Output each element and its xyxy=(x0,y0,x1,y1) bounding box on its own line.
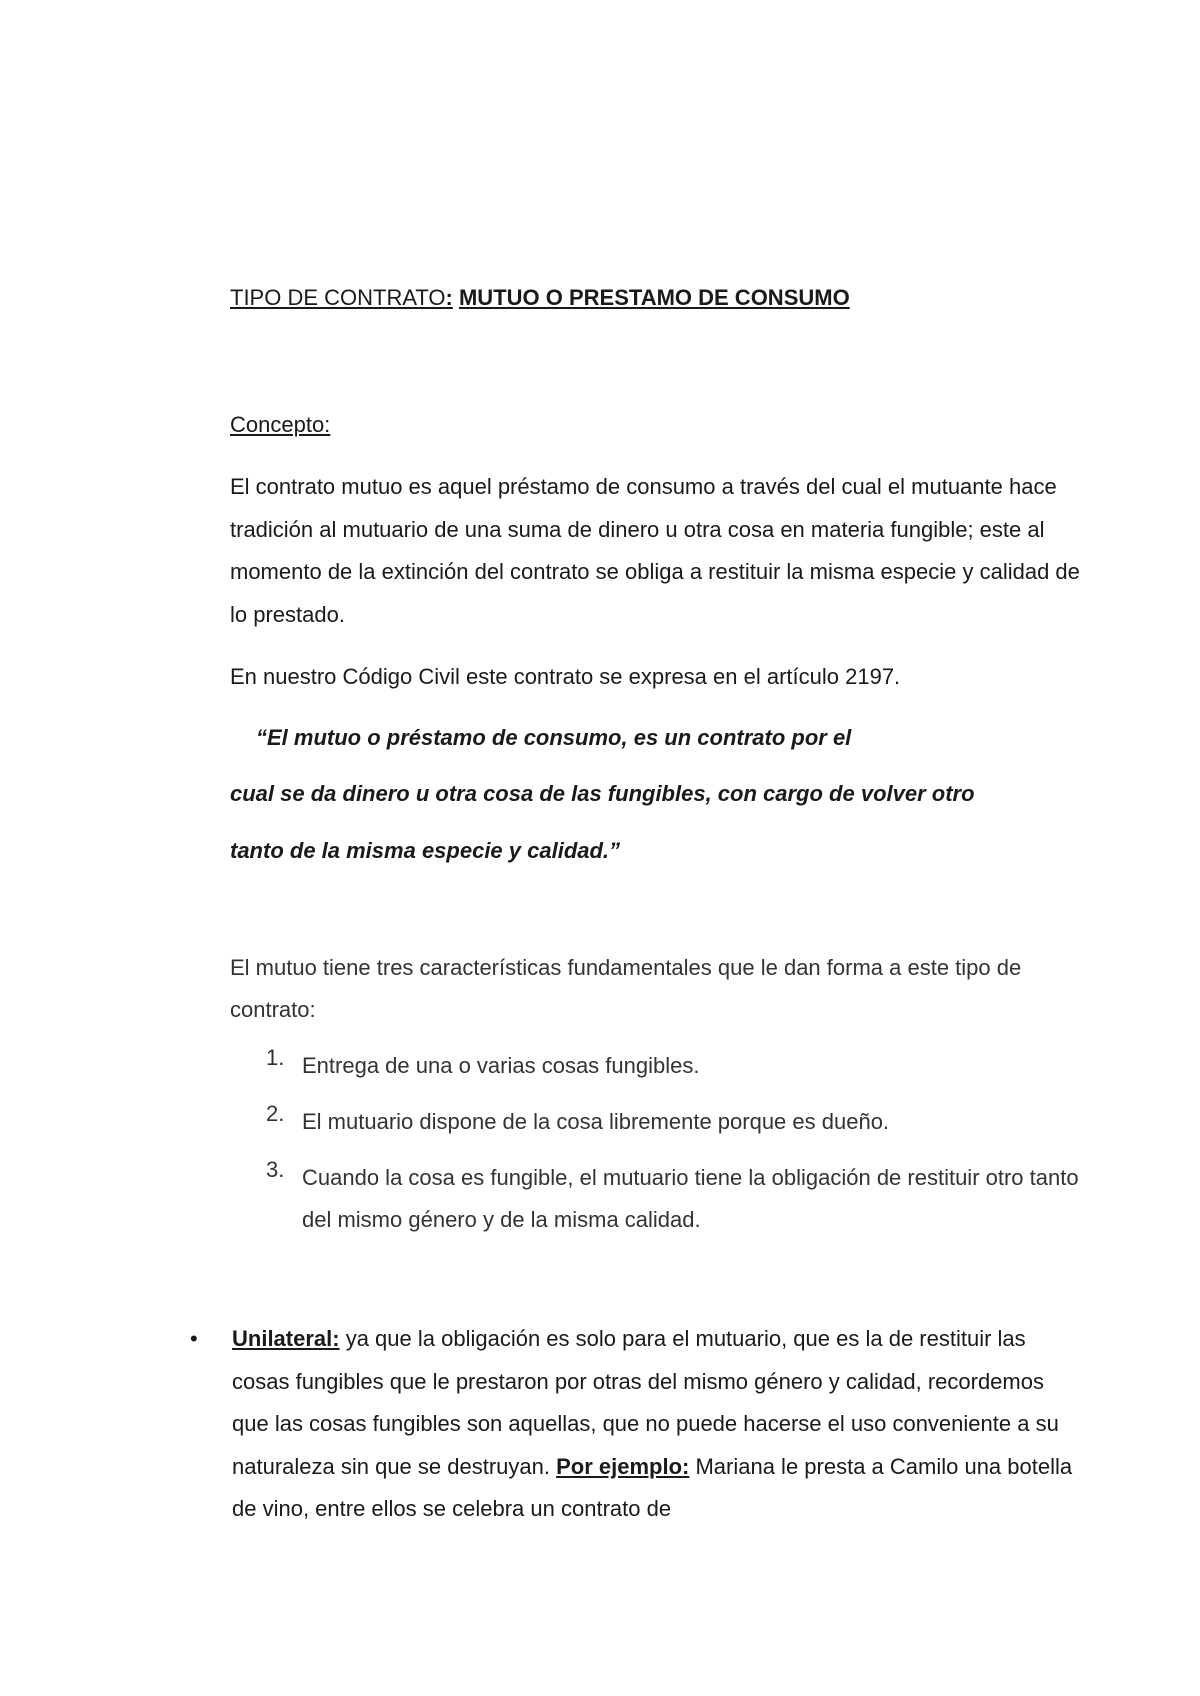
example-body: Mariana le presta a Camilo una botella de vino, entre ellos se celebra un contrato de xyxy=(232,1453,1073,1521)
list-item-text: El mutuario dispone de la cosa libremente porque es dueño. xyxy=(302,1109,890,1134)
bullet-body: ya que la obligación es solo para el mutuario, que es la de restituir las cosas fungibles que le prestaron por otras del mismo género y calidad, recordemos que las cosas fungibles son aquellas, que no puede hacerse el uso conveniente a su naturaleza sin que se destruyan. xyxy=(232,1326,1059,1479)
list-item-number: 2. xyxy=(266,1101,285,1126)
title-separator: : xyxy=(445,285,453,310)
title-label: TIPO DE CONTRATO xyxy=(230,285,446,310)
characteristics-intro: El mutuo tiene tres características fundamentales que le dan forma a este tipo de contrato: xyxy=(230,955,1022,1022)
list-item-number: 1. xyxy=(266,1045,285,1070)
list-item-text: Entrega de una o varias cosas fungibles. xyxy=(302,1053,700,1078)
code-reference: En nuestro Código Civil este contrato se expresa en el artículo 2197. xyxy=(230,664,901,689)
quote-line-1: “El mutuo o préstamo de consumo, es un contrato por el xyxy=(256,725,852,750)
bullet-label: Unilateral: xyxy=(232,1326,340,1351)
list-item-number: 3. xyxy=(266,1157,285,1182)
quote-line-3: tanto de la misma especie y calidad.” xyxy=(230,838,621,863)
title-value: MUTUO O PRESTAMO DE CONSUMO xyxy=(458,285,850,310)
document-title xyxy=(230,285,850,311)
quote-line-2: cual se da dinero u otra cosa de las fungibles, con cargo de volver otro xyxy=(230,781,975,806)
list-item-text: Cuando la cosa es fungible, el mutuario tiene la obligación de restituir otro tanto del mismo género y de la misma calidad. xyxy=(302,1165,1079,1232)
example-label: Por ejemplo: xyxy=(556,1453,690,1479)
concepto-paragraph: El contrato mutuo es aquel préstamo de consumo a través del cual el mutuante hace tradición al mutuario de una suma de dinero u otra cosa en materia fungible; este al momento de la extinción del contrato se obliga a restituir la misma especie y calidad de lo prestado. xyxy=(230,474,1080,627)
bullet-text xyxy=(232,1318,1082,1531)
concepto-heading: Concepto: xyxy=(230,412,331,437)
bullet-icon: • xyxy=(190,1326,198,1351)
